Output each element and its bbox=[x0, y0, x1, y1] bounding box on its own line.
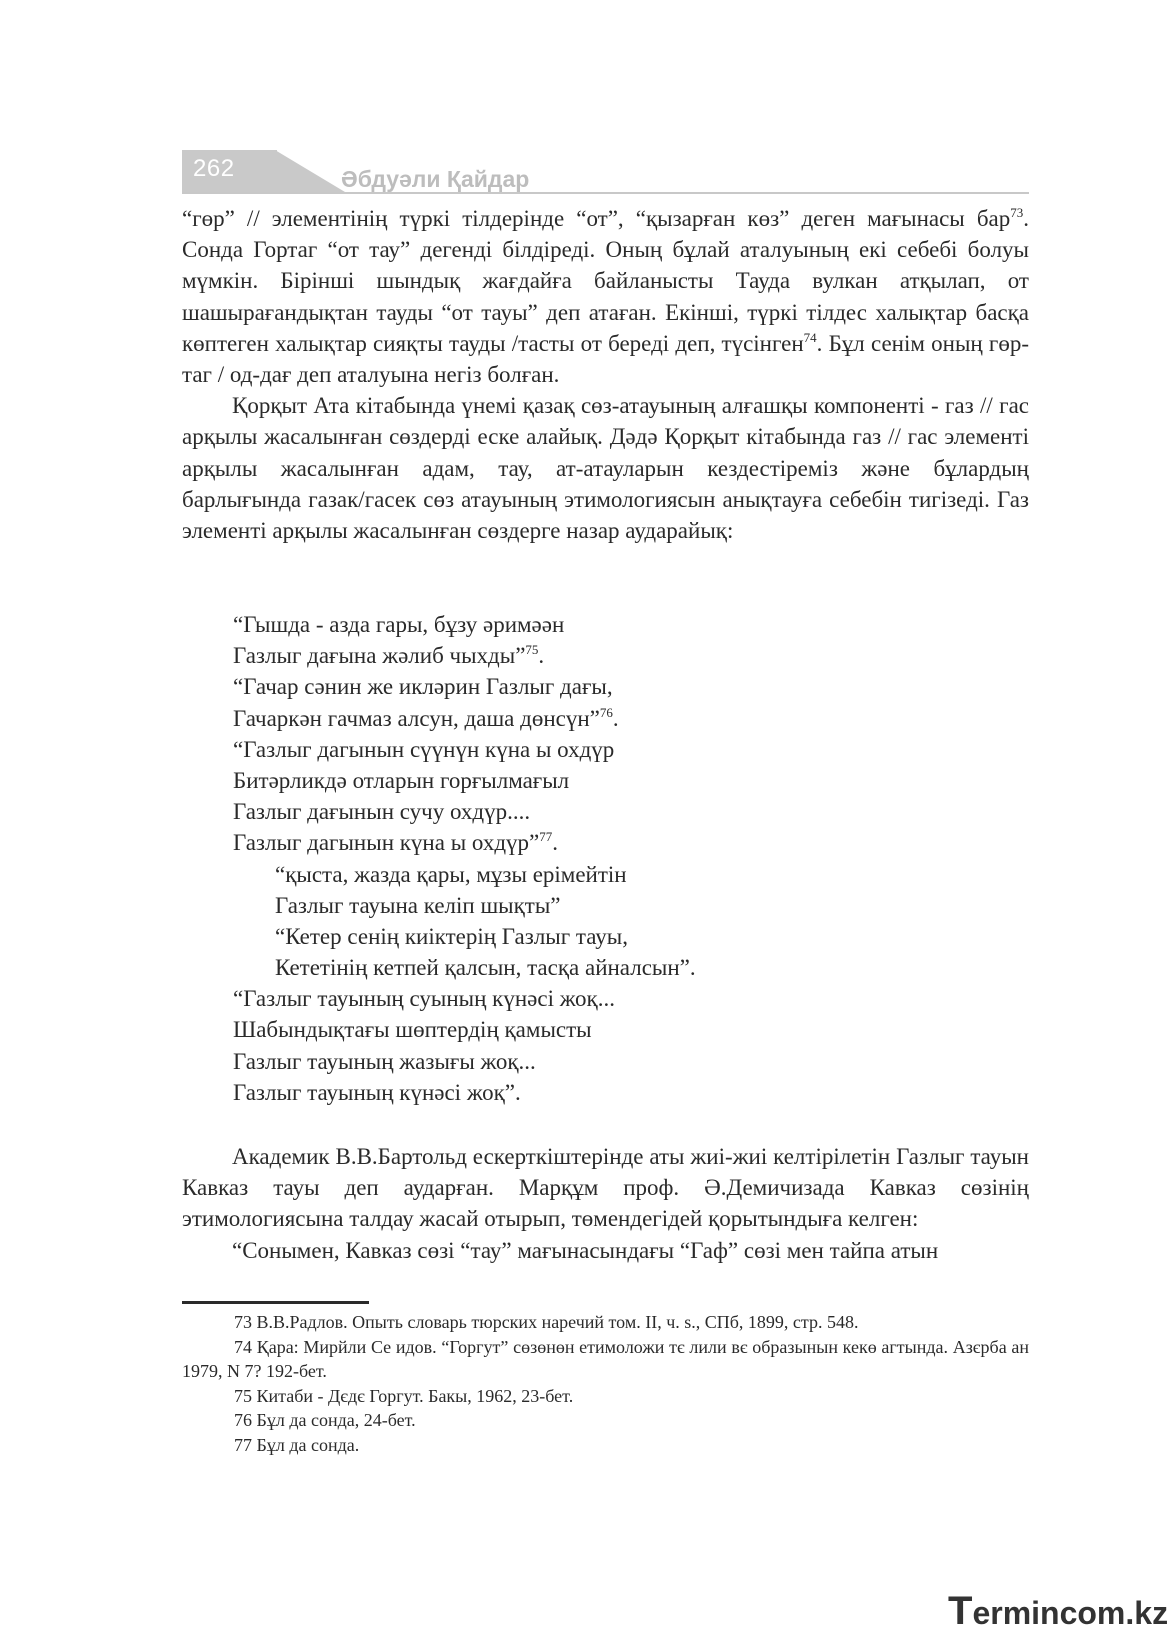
footnote-73: 73 В.В.Радлов. Опыть словарь тюрских наречий том. II, ч. s., СПб, 1899, стр. 548. bbox=[234, 1312, 859, 1332]
verse-text: . bbox=[612, 705, 619, 731]
verse-text: “Газлыг дагынын сүүнүн күна ы охдүр bbox=[233, 736, 615, 762]
verse-text: Битәрликдә отларын горғылмағыл bbox=[233, 767, 570, 793]
para1-part-a: “гөр” // элементінің түркі тілдерінде “от”, “қызарған көз” деген мағынасы бар bbox=[182, 206, 1011, 231]
verse-line-translation bbox=[233, 890, 696, 921]
verse-text: “Газлыг тауының суының күнәсі жоқ... bbox=[233, 986, 615, 1012]
watermark-letter: T bbox=[948, 1589, 973, 1633]
verse-text: “Гачар сәнин же икләрин Газлыг дағы, bbox=[233, 674, 613, 700]
verse-text: “Гышда - азда гары, бұзу әримәән bbox=[233, 612, 565, 637]
verse-line-translation bbox=[233, 921, 696, 952]
verse-text: Гачаркән гачмаз алсун, даша дөнсүн” bbox=[233, 705, 600, 731]
verse-line bbox=[233, 671, 696, 702]
verse-text: . bbox=[552, 830, 558, 856]
verse-text: Газлыг дағына жәлиб чыхды” bbox=[233, 643, 526, 669]
verse-line-translation bbox=[233, 859, 696, 890]
footnote-ref-76: 76 bbox=[599, 704, 613, 720]
verse-line bbox=[233, 640, 696, 671]
footnote-ref-75: 75 bbox=[525, 642, 539, 658]
verse-text: Газлыг тауына келіп шықты” bbox=[275, 892, 561, 918]
verse-line bbox=[233, 827, 696, 858]
magnifier-icon: o bbox=[1077, 1595, 1097, 1631]
footnote-76: 76 Бұл да сонда, 24-бет. bbox=[234, 1410, 416, 1430]
main-text-continued bbox=[182, 1141, 1029, 1266]
verse-line-translation bbox=[233, 952, 696, 983]
running-header-author: Әбдуәли Қайдар bbox=[341, 166, 530, 192]
verse-line bbox=[233, 734, 696, 765]
footnote-ref-77: 77 bbox=[539, 829, 553, 845]
footnote-ref-73: 73 bbox=[1010, 205, 1024, 220]
verse-line bbox=[233, 1077, 696, 1108]
terminkom-watermark-logo bbox=[948, 1589, 1168, 1634]
footnote-ref-74: 74 bbox=[803, 329, 817, 345]
verse-line bbox=[233, 1046, 696, 1077]
verse-text: “Кетер сенің киіктерің Газлыг тауы, bbox=[275, 923, 629, 949]
verse-text: Кететінің кетпей қалсын, тасқа айналсын”. bbox=[275, 955, 696, 981]
verse-line bbox=[233, 765, 696, 796]
verse-text: “қыста, жазда қары, мұзы ерімейтін bbox=[275, 861, 627, 887]
footnotes bbox=[182, 1310, 1029, 1457]
footnote-77: 77 Бұл да сонда. bbox=[234, 1434, 360, 1455]
verse-line bbox=[233, 609, 696, 640]
verse-text: Газлыг дағынын сучу охдүр.... bbox=[233, 799, 531, 825]
verse-block bbox=[233, 609, 696, 1108]
paragraph-2: Қорқыт Ата кітабында үнемі қазақ сөз-атауының алғашқы компоненті - газ // гас арқылы жасалынған сөздерді еске алайық. Дәдә Қорқыт кітабында газ // гас элементі арқылы жасалынған адам, тау, ат-атауларын кездестіреміз және бұлардың барлығында газак/гасек сөз атауының этимологиясын анықтауға себебін тигізеді. Газ элементі арқылы жасалынған сөздерге назар аударайық: bbox=[182, 393, 1029, 544]
main-text bbox=[182, 203, 1029, 546]
footnote-separator bbox=[182, 1301, 369, 1304]
header-rule bbox=[182, 192, 1029, 194]
verse-text: Газлыг тауының жазығы жоқ... bbox=[233, 1048, 536, 1074]
paragraph-3: Академик В.В.Бартольд ескерткіштерінде аты жиі-жиі келтірілетін Газлыг тауын Кавказ тауы деп аударған. Марқұм проф. Ә.Демичизада Кавказ сөзінің этимологиясына талдау жасай отырып, төмендегідей қорытындыға келген: bbox=[182, 1144, 1029, 1232]
verse-line bbox=[233, 703, 696, 734]
watermark-text: erminc bbox=[972, 1595, 1078, 1631]
verse-text: Газлыг дагынын күна ы охдүр” bbox=[233, 830, 540, 856]
footnote-75: 75 Китаби - Дєдє Горгут. Бакы, 1962, 23-бет. bbox=[234, 1385, 574, 1406]
watermark-text: m.kz bbox=[1096, 1595, 1168, 1631]
verse-text: . bbox=[538, 643, 545, 669]
footnote-74: 74 Қара: Мирйли Се идов. “Горгут” сөзөнөн етимоложи тє лили вє образынын кекө агтында. Азєрба ан 1979, N 7? 192-бет. bbox=[182, 1336, 1029, 1381]
verse-line bbox=[233, 983, 696, 1014]
verse-text: Газлыг тауының күнәсі жоқ”. bbox=[233, 1079, 521, 1105]
header-arrow-shape bbox=[275, 150, 345, 192]
para1-part-c: . Бұл сенім оның гөр-таг / од-дағ деп аталуына негіз болған. bbox=[182, 330, 1029, 388]
para1-part-b: . Сонда Гортаг “от тау” дегенді білдіреді. Оның бұлай аталуының екі себебі болуы мүмкін. Бірінші шындық жағдайға байланысты Тауда вулкан атқылап, от шашырағандықтан тауды “от тауы” деп атаған. Екінші, түркі тілдес халықтар басқа көптеген халықтар сияқты тауды /тасты от береді деп, түсінген bbox=[182, 206, 1029, 356]
verse-line bbox=[233, 796, 696, 827]
verse-line bbox=[233, 1014, 696, 1045]
verse-text: Шабындықтағы шөптердің қамысты bbox=[233, 1017, 592, 1043]
paragraph-1 bbox=[182, 203, 1029, 390]
page-number: 262 bbox=[193, 155, 235, 182]
paragraph-4: “Сонымен, Кавказ сөзі “тау” мағынасындағы “Гаф” сөзі мен тайпа атын bbox=[232, 1237, 939, 1263]
